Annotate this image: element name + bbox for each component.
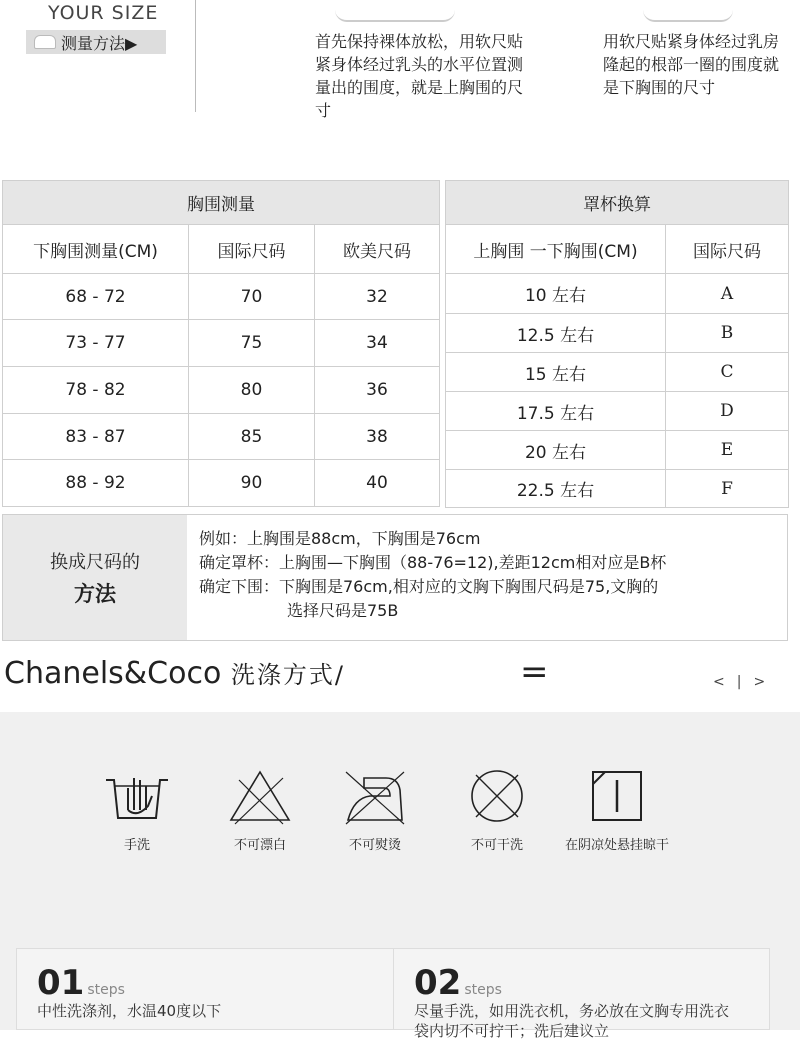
table-cell: 15 左右: [446, 353, 666, 392]
table-cell: D: [666, 392, 789, 431]
column-header: 下胸围测量(CM): [3, 225, 189, 274]
step-card-1: [16, 948, 394, 1030]
table-row: [3, 460, 440, 507]
cup-rule-line: 确定罩杯：上胸围—下胸围（88-76=12),差距12cm相对应是B杯: [199, 553, 667, 572]
step-number: 01: [37, 963, 85, 1003]
table-cell: 32: [315, 274, 440, 320]
care-item-no-bleach: [200, 766, 320, 853]
table-row: [3, 274, 440, 320]
care-label: 不可熨烫: [348, 838, 401, 853]
care-label: 在阴凉处悬挂晾干: [564, 838, 669, 853]
your-size-title: YOUR SIZE: [48, 2, 159, 24]
result-line: 选择尺码是75B: [287, 601, 399, 620]
table-cell: A: [666, 274, 789, 314]
nav-separator: |: [736, 674, 742, 690]
table-cell: 40: [315, 460, 440, 507]
table-row: [446, 470, 789, 508]
size-conversion-method: [2, 514, 788, 641]
step-text: 中性洗涤剂，水温40度以下: [37, 1002, 222, 1020]
table-row: [446, 274, 789, 314]
table-row: [3, 320, 440, 367]
table-cell: C: [666, 353, 789, 392]
care-label: 不可干洗: [470, 838, 523, 853]
table-title: 胸围测量: [3, 181, 440, 225]
table-cell: 22.5 左右: [446, 470, 666, 508]
under-rule-line: 确定下围：下胸围是76cm,相对应的文胸下胸围尺码是75,文胸的: [199, 577, 659, 596]
table-cell: 36: [315, 367, 440, 414]
care-item-shade-dry: [557, 766, 677, 853]
table-cell: 17.5 左右: [446, 392, 666, 431]
care-item-no-dry-clean: [437, 766, 557, 853]
care-label: 不可漂白: [233, 838, 286, 853]
table-cell: 38: [315, 414, 440, 460]
next-arrow-icon[interactable]: >: [753, 674, 766, 690]
prev-arrow-icon[interactable]: <: [713, 674, 725, 690]
carousel-nav: [713, 674, 765, 690]
table-title: 罩杯换算: [446, 181, 789, 225]
column-header: 国际尺码: [189, 225, 315, 274]
care-item-no-iron: [315, 766, 435, 853]
method-label-line1: 换成尺码的: [50, 551, 140, 573]
under-bust-description: [603, 28, 793, 99]
equals-sign: =: [520, 652, 549, 692]
table-cell: 83 - 87: [3, 414, 189, 460]
bust-measurement-table: [2, 180, 440, 507]
table-row: [3, 367, 440, 414]
table-row: [446, 353, 789, 392]
brand-name: Chanels&Coco: [4, 656, 222, 691]
column-header: 欧美尺码: [315, 225, 440, 274]
measure-method-tab[interactable]: [26, 30, 166, 54]
brand-heading: [4, 655, 345, 691]
column-header: 国际尺码: [666, 225, 789, 274]
step-card-2: [393, 948, 770, 1040]
table-cell: 70: [189, 274, 315, 320]
table-cell: 20 左右: [446, 431, 666, 470]
table-cell: F: [666, 470, 789, 508]
no-iron-icon: [340, 766, 410, 826]
hand-wash-icon: [102, 766, 172, 826]
tape-measure-icon: [34, 35, 56, 49]
table-cell: 10 左右: [446, 274, 666, 314]
divider: [195, 0, 196, 112]
upper-bust-text: 首先保持裸体放松，用软尺贴紧身体经过乳头的水平位置测量出的围度，就是上胸围的尺寸: [315, 32, 524, 120]
table-row: [3, 414, 440, 460]
illustration-fragment: [643, 10, 733, 22]
table-cell: 90: [189, 460, 315, 507]
table-cell: E: [666, 431, 789, 470]
method-label-box: [3, 515, 187, 640]
step-number: 02: [414, 963, 462, 1003]
table-cell: 88 - 92: [3, 460, 189, 507]
no-dry-clean-icon: [462, 766, 532, 826]
care-label: 手洗: [123, 838, 150, 853]
table-cell: 68 - 72: [3, 274, 189, 320]
table-cell: 85: [189, 414, 315, 460]
column-header: 上胸围 一下胸围(CM): [446, 225, 666, 274]
table-cell: 75: [189, 320, 315, 367]
step-word: steps: [464, 982, 502, 998]
table-row: [446, 431, 789, 470]
shade-hang-dry-icon: [582, 766, 652, 826]
example-line: 例如：上胸围是88cm，下胸围是76cm: [199, 529, 481, 548]
table-cell: 12.5 左右: [446, 314, 666, 353]
table-row: [446, 314, 789, 353]
step-word: steps: [87, 982, 125, 998]
table-cell: 73 - 77: [3, 320, 189, 367]
method-label-line2: 方法: [74, 581, 116, 606]
cup-conversion-table: [445, 180, 789, 508]
method-example: [187, 515, 666, 640]
table-cell: 80: [189, 367, 315, 414]
table-cell: 34: [315, 320, 440, 367]
step-text: 尽量手洗，如用洗衣机，务必放在文胸专用洗衣袋内切不可拧干；洗后建议立: [414, 1002, 730, 1040]
measure-method-label: 测量方法▶: [61, 33, 138, 53]
under-bust-text: 用软尺贴紧身体经过乳房隆起的根部一圈的围度就是下胸围的尺寸: [603, 32, 780, 97]
upper-bust-description: [315, 28, 530, 122]
table-row: [446, 392, 789, 431]
no-bleach-icon: [225, 766, 295, 826]
wash-title: 洗涤方式/: [230, 661, 345, 689]
care-item-hand-wash: [77, 766, 197, 853]
table-cell: 78 - 82: [3, 367, 189, 414]
table-cell: B: [666, 314, 789, 353]
illustration-fragment: [335, 10, 455, 22]
